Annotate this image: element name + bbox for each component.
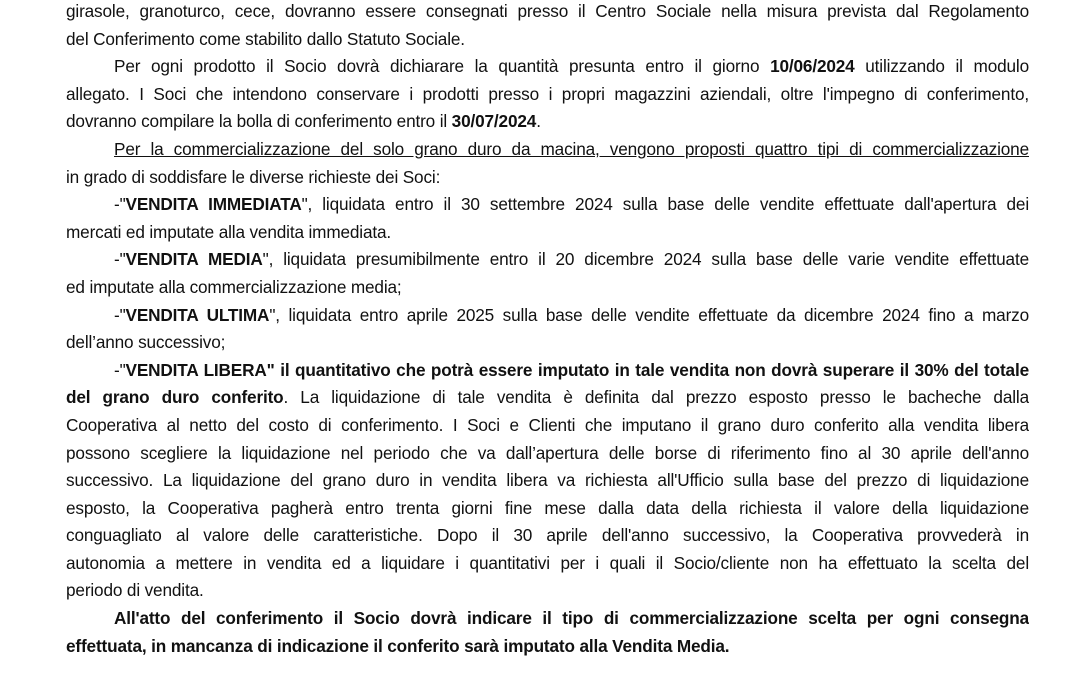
text-span: ", liquidata entro il 30 settembre 2024 sulla base delle vendite effettuate dall'apertura dei — [301, 194, 1029, 215]
text-span: possono scegliere la liquidazione nel periodo che va dall’apertura delle borse di riferimento fino al 30 aprile dell'anno — [66, 442, 1029, 463]
text-line — [66, 357, 1029, 385]
text-line — [66, 81, 1029, 109]
text-span: del Conferimento come stabilito dallo Statuto Sociale. — [66, 28, 465, 49]
text-line — [66, 495, 1029, 523]
text-line — [66, 0, 1029, 26]
text-line — [66, 329, 1029, 357]
text-line — [66, 605, 1029, 633]
text-line — [66, 191, 1029, 219]
text-line — [66, 577, 1029, 605]
text-span: -" — [114, 359, 126, 380]
bold-text: del grano duro conferito — [66, 387, 284, 408]
text-line — [66, 440, 1029, 468]
text-line — [66, 219, 1029, 247]
text-line — [66, 384, 1029, 412]
text-span: mercati ed imputate alla vendita immediata. — [66, 221, 392, 242]
text-line — [66, 522, 1029, 550]
text-span: utilizzando il modulo — [854, 56, 1029, 77]
text-line — [66, 274, 1029, 302]
text-span: Cooperativa al netto del costo di conferimento. I Soci e Clienti che imputano il grano duro conferito alla vendita libera — [66, 414, 1029, 435]
text-line — [66, 53, 1029, 81]
bold-text: VENDITA ULTIMA — [125, 304, 270, 325]
bold-text: VENDITA IMMEDIATA — [125, 194, 302, 215]
text-span: . — [536, 111, 541, 132]
text-span: . La liquidazione di tale vendita è definita dal prezzo esposto presso le bacheche dalla — [283, 387, 1029, 408]
text-line — [66, 108, 1029, 136]
text-span: conguagliato al valore delle caratteristiche. Dopo il 30 aprile dell'anno successivo, la Cooperativa provvederà in — [66, 525, 1029, 546]
document-page — [66, 0, 1029, 660]
text-span: -" — [114, 194, 126, 215]
text-span: dell’anno successivo; — [66, 332, 226, 353]
text-line — [66, 467, 1029, 495]
bold-text: VENDITA MEDIA — [125, 249, 263, 270]
text-line — [66, 412, 1029, 440]
text-span: Per ogni prodotto il Socio dovrà dichiarare la quantità presunta entro il giorno — [114, 56, 771, 77]
text-line — [66, 633, 1029, 661]
text-span: ", liquidata presumibilmente entro il 20 dicembre 2024 sulla base delle varie vendite effettuate — [262, 249, 1029, 270]
text-span: dovranno compilare la bolla di conferimento entro il — [66, 111, 452, 132]
text-span: successivo. La liquidazione del grano duro in vendita libera va richiesta all'Ufficio sulla base del prezzo di liquidazione — [66, 470, 1029, 491]
text-span: -" — [114, 249, 126, 270]
underlined-text: Per la commercializzazione del solo grano duro da macina, vengono proposti quattro tipi di commercializzazione — [114, 138, 1029, 159]
text-line — [66, 136, 1029, 164]
bold-text: 10/06/2024 — [770, 56, 855, 77]
text-line — [66, 302, 1029, 330]
bold-text: 30/07/2024 — [451, 111, 537, 132]
text-span: periodo di vendita. — [66, 580, 204, 601]
text-span: esposto, la Cooperativa pagherà entro trenta giorni fine mese dalla data della richiesta il valore della liquidazione — [66, 497, 1029, 518]
text-span: in grado di soddisfare le diverse richieste dei Soci: — [66, 166, 441, 187]
bold-text: All'atto del conferimento il Socio dovrà indicare il tipo di commercializzazione scelta per ogni consegna — [114, 608, 1029, 629]
text-span: autonomia a mettere in vendita ed a liquidare i quantitativi per i quali il Socio/cliente non ha effettuato la scelta del — [66, 552, 1029, 573]
text-line — [66, 246, 1029, 274]
text-span: ed imputate alla commercializzazione media; — [66, 276, 402, 297]
bold-text: VENDITA LIBERA" il quantitativo che potrà essere imputato in tale vendita non dovrà superare il 30% del totale — [125, 359, 1029, 380]
text-line — [66, 26, 1029, 54]
text-span: girasole, granoturco, cece, dovranno essere consegnati presso il Centro Sociale nella misura prevista dal Regolamento — [66, 1, 1029, 21]
text-line — [66, 164, 1029, 192]
text-span: ", liquidata entro aprile 2025 sulla base delle vendite effettuate da dicembre 2024 fino a marzo — [269, 304, 1029, 325]
text-span: allegato. I Soci che intendono conservare i prodotti presso i propri magazzini aziendali, oltre l'impegno di conferimento, — [66, 83, 1029, 104]
text-line — [66, 550, 1029, 578]
bold-text: effettuata, in mancanza di indicazione il conferito sarà imputato alla Vendita Media. — [66, 635, 730, 656]
text-span: -" — [114, 304, 126, 325]
